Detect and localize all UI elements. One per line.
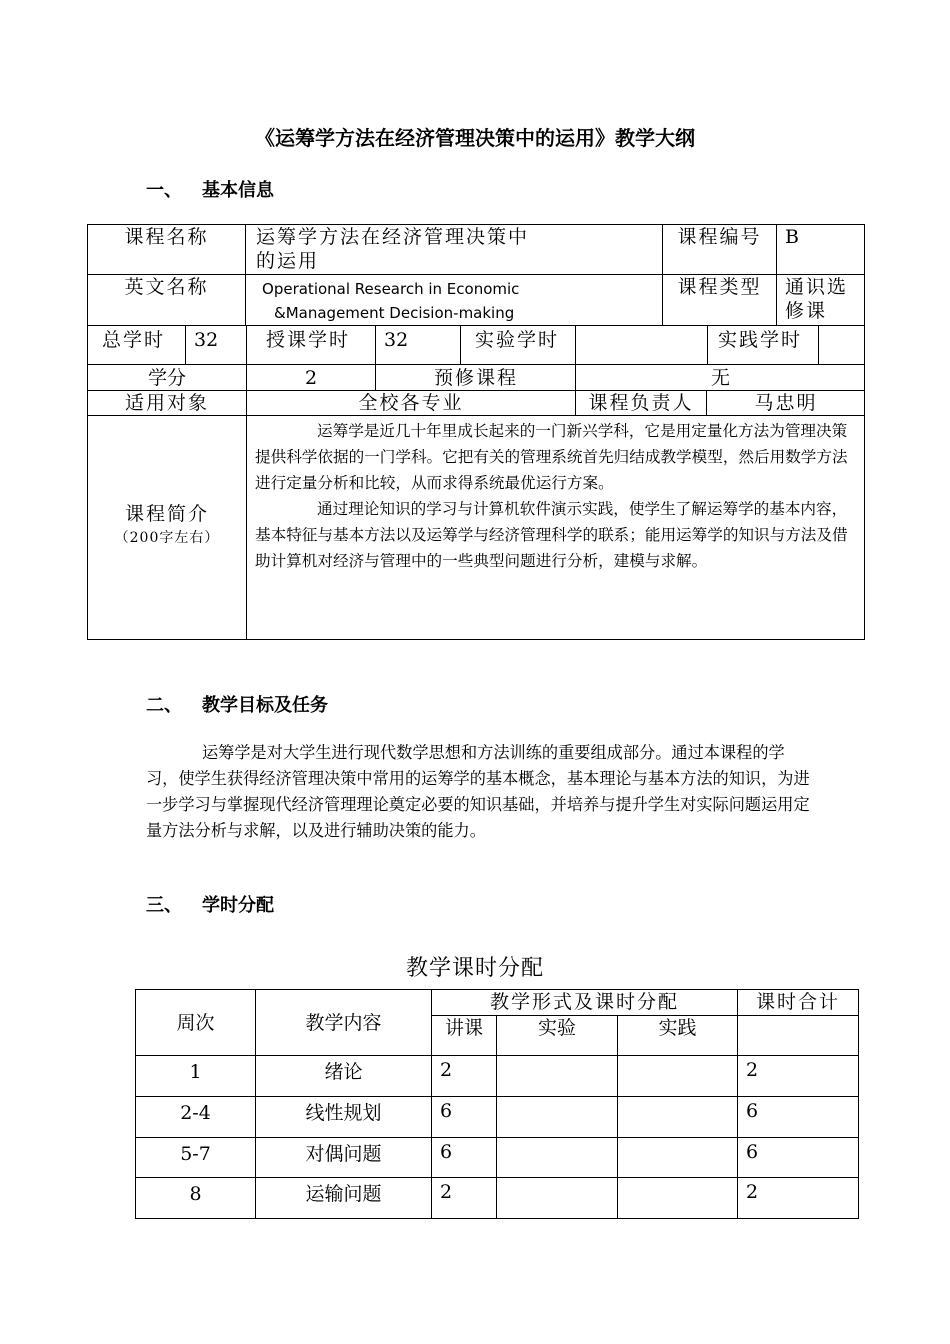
- cell-content: 线性规划: [256, 1097, 432, 1138]
- lecture-hours-label: 授课学时: [266, 329, 351, 351]
- header-content: 教学内容: [256, 990, 432, 1056]
- prereq-value: 无: [710, 367, 730, 389]
- cell-lab: [497, 1056, 618, 1097]
- total-hours-value: 32: [194, 329, 219, 351]
- credits-value: 2: [304, 367, 318, 389]
- course-name-label: 课程名称: [88, 225, 246, 275]
- cell-content: 对偶问题: [256, 1138, 432, 1178]
- audience-label: 适用对象: [124, 392, 209, 414]
- intro-paragraph: 运筹学是近几十年里成长起来的一门新兴学科，它是用定量化方法为管理决策提供科学依据的一门学科。它把有关的管理系统首先归结成教学模型，然后用数学方法进行定量分析和比较，从而求得系统最优运行方案。: [255, 422, 848, 492]
- basic-info-table: [87, 224, 865, 640]
- english-name-line: Operational Research in Economic: [262, 280, 520, 298]
- page-title: 《运筹学方法在经济管理决策中的运用》教学大纲: [255, 126, 695, 150]
- english-name-line: &Management Decision-making: [274, 304, 515, 322]
- schedule-table: [135, 989, 859, 1219]
- cell-total: 6: [738, 1138, 859, 1178]
- cell-practice: [618, 1138, 738, 1178]
- cell-total: 2: [738, 1056, 859, 1097]
- cell-lecture: 6: [432, 1097, 497, 1138]
- table-row: [136, 1178, 859, 1219]
- cell-total: 2: [738, 1178, 859, 1219]
- intro-row: [88, 416, 865, 640]
- cell-lab: [497, 1138, 618, 1178]
- section-number: 一、: [146, 180, 182, 201]
- intro-sub-label: （200字左右）: [114, 530, 220, 546]
- owner-label: 课程负责人: [588, 392, 694, 414]
- header-lab: 实验: [497, 1016, 618, 1056]
- section-number: 二、: [146, 695, 182, 716]
- header-total: 课时合计: [738, 990, 859, 1016]
- table-row: [136, 1097, 859, 1138]
- section-heading-objectives: [146, 691, 328, 717]
- credits-label: 学分: [147, 367, 186, 389]
- english-name-value: [246, 275, 663, 326]
- cell-week: 2-4: [136, 1097, 256, 1138]
- cell-week: 1: [136, 1056, 256, 1097]
- section-label: 教学目标及任务: [202, 695, 328, 716]
- section-heading-hours: [146, 891, 274, 917]
- cell-total: 6: [738, 1097, 859, 1138]
- lecture-hours-value: 32: [384, 329, 409, 351]
- english-name-label: 英文名称: [88, 275, 246, 326]
- intro-paragraph: 通过理论知识的学习与计算机软件演示实践，使学生了解运筹学的基本内容，基本特征与基本方法以及运筹学与经济管理科学的联系；能用运筹学的知识与方法及借助计算机对经济与管理中的一些典型问题进行分析，建模与求解。: [255, 500, 848, 570]
- course-name-line: 的运用: [256, 250, 320, 272]
- cell-practice: [618, 1056, 738, 1097]
- cell-lecture: 2: [432, 1178, 497, 1219]
- prereq-label: 预修课程: [433, 367, 518, 389]
- cell-content: 绪论: [256, 1056, 432, 1097]
- course-type-label: 课程类型: [663, 275, 777, 326]
- cell-practice: [618, 1097, 738, 1138]
- divider: [375, 326, 376, 365]
- total-hours-label: 总学时: [102, 329, 166, 351]
- table-row: [136, 1138, 859, 1178]
- header-total-empty: [738, 1016, 859, 1056]
- cell-lecture: 6: [432, 1138, 497, 1178]
- section-label: 学时分配: [202, 895, 274, 916]
- header-practice: 实践: [618, 1016, 738, 1056]
- course-name-line: 运筹学方法在经济管理决策中: [256, 226, 530, 248]
- cell-lab: [497, 1178, 618, 1219]
- audience-row: [88, 391, 865, 416]
- intro-label: 课程简介: [124, 503, 209, 525]
- course-name-value: [246, 225, 663, 275]
- cell-lab: [497, 1097, 618, 1138]
- cell-week: 8: [136, 1178, 256, 1219]
- header-form: 教学形式及课时分配: [432, 990, 738, 1016]
- course-code-label: 课程编号: [663, 225, 777, 275]
- header-lecture: 讲课: [432, 1016, 497, 1056]
- header-week: 周次: [136, 990, 256, 1056]
- section-label: 基本信息: [202, 180, 274, 201]
- intro-text: [247, 416, 866, 574]
- divider: [575, 326, 576, 365]
- divider: [460, 326, 461, 365]
- divider: [818, 326, 819, 365]
- hours-row: [88, 326, 865, 365]
- cell-week: 5-7: [136, 1138, 256, 1178]
- lab-hours-label: 实验学时: [475, 329, 560, 351]
- schedule-caption: 教学课时分配: [405, 956, 544, 981]
- practice-hours-label: 实践学时: [718, 329, 803, 351]
- divider: [707, 326, 708, 365]
- course-type-value: 通识选修课: [777, 275, 865, 326]
- divider: [246, 326, 247, 365]
- table-row: [136, 1056, 859, 1097]
- objectives-paragraph: 运筹学是对大学生进行现代数学思想和方法训练的重要组成部分。通过本课程的学习，使学生获得经济管理决策中常用的运筹学的基本概念，基本理论与基本方法的知识，为进一步学习与掌握现代经济管理理论奠定必要的知识基础，并培养与提升学生对实际问题运用定量方法分析与求解，以及进行辅助决策的能力。: [146, 743, 810, 840]
- section-number: 三、: [146, 895, 182, 916]
- section-heading-basic-info: [146, 176, 274, 202]
- divider: [185, 326, 186, 365]
- cell-content: 运输问题: [256, 1178, 432, 1219]
- cell-practice: [618, 1178, 738, 1219]
- course-code-value: B: [777, 225, 865, 275]
- owner-value: 马忠明: [754, 392, 818, 414]
- credits-row: [88, 365, 865, 391]
- audience-value: 全校各专业: [358, 392, 464, 414]
- cell-lecture: 2: [432, 1056, 497, 1097]
